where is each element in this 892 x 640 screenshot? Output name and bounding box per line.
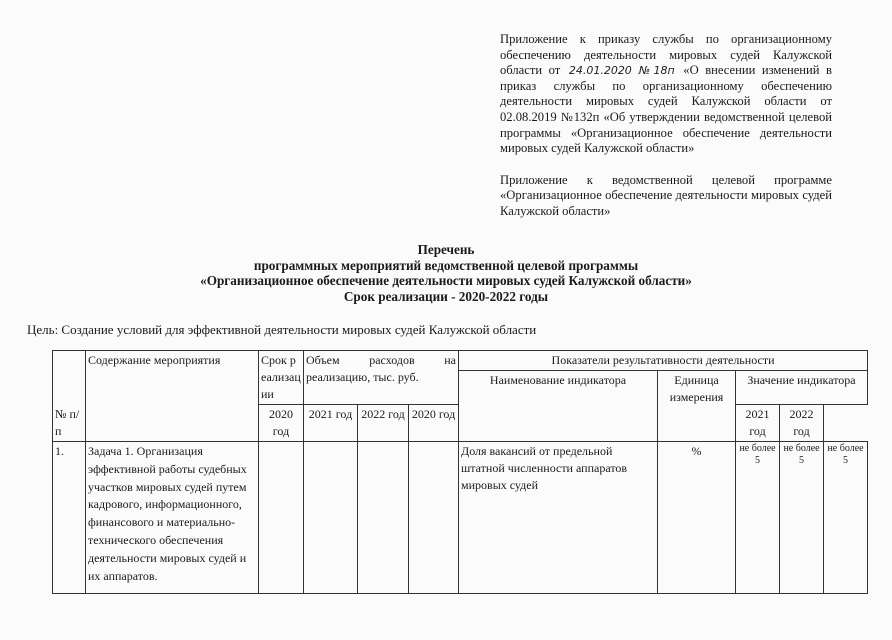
row-expense-2022 [409, 442, 459, 594]
row-term [259, 442, 304, 594]
document-title [0, 242, 892, 304]
appendix-text-before-date: Приложение к приказу службы по организационному обеспечению деятельности мировых судей Калужской области от [500, 32, 832, 78]
row-indicator: Доля вакансий от предельной штатной численности аппаратов мировых судей [459, 442, 658, 594]
title-line-3: «Организационное обеспечение деятельности мировых судей Калужской области» [200, 273, 692, 288]
appendix-block [500, 32, 832, 220]
header-content: Содержание мероприятия [86, 351, 259, 442]
appendix-program-reference: Приложение к ведомственной целевой программе «Организационное обеспечение деятельности мировых судей Калужской области» [500, 172, 832, 218]
header-value-2022: 2022 год [780, 405, 824, 442]
row-value-2022: не более 5 [824, 442, 868, 594]
title-line-1: Перечень [417, 242, 475, 257]
row-expense-2021 [358, 442, 409, 594]
header-unit: Единица измерения [658, 371, 736, 442]
header-indicators: Показатели результативности деятельности [459, 351, 868, 371]
table-header-row-1 [53, 351, 868, 371]
header-indicator-name: Наименование индикатора [459, 371, 658, 442]
title-line-4: Срок реализации - 2020-2022 годы [343, 288, 549, 304]
header-term: Срок реализации [259, 351, 304, 405]
header-year-2020: 2020 год [259, 405, 304, 442]
appendix-text-after-date: «О внесении изменений в приказ службы по организационному обеспечению деятельности мировых судей Калужской области от 02.08.2019 №132п «Об утверждении ведомственной целевой программы «Организационное обеспечение деятельности мировых судей Калужской области» [500, 63, 832, 156]
table-row [53, 442, 868, 594]
header-value-2021: 2021 год [736, 405, 780, 442]
row-value-2020: не более 5 [736, 442, 780, 594]
goal-statement: Цель: Создание условий для эффективной деятельности мировых судей Калужской области [27, 322, 537, 337]
header-indicator-value: Значение индикатора [736, 371, 868, 405]
header-num: № п/п [53, 351, 86, 442]
title-line-2: программных мероприятий ведомственной целевой программы [253, 257, 639, 273]
handwritten-date-number: 24.01.2020 №18п [568, 64, 675, 78]
row-num: 1. [53, 442, 86, 594]
row-value-2021: не более 5 [780, 442, 824, 594]
header-value-2020: 2020 год [409, 405, 459, 442]
appendix-spacer [500, 157, 832, 173]
row-unit: % [658, 442, 736, 594]
row-content: Задача 1. Организация эффективной работы судебных участков мировых судей путем кадрового, информационного, финансового и материально-технического обеспечения деятельности мировых судей и их аппаратов. [86, 442, 259, 594]
row-expense-2020 [304, 442, 358, 594]
program-activities-table [52, 350, 868, 594]
header-expenses: Объем расходов на реализацию, тыс. руб. [304, 351, 459, 405]
appendix-order-reference [500, 32, 832, 157]
header-year-2022: 2022 год [358, 405, 409, 442]
header-year-2021: 2021 год [304, 405, 358, 442]
